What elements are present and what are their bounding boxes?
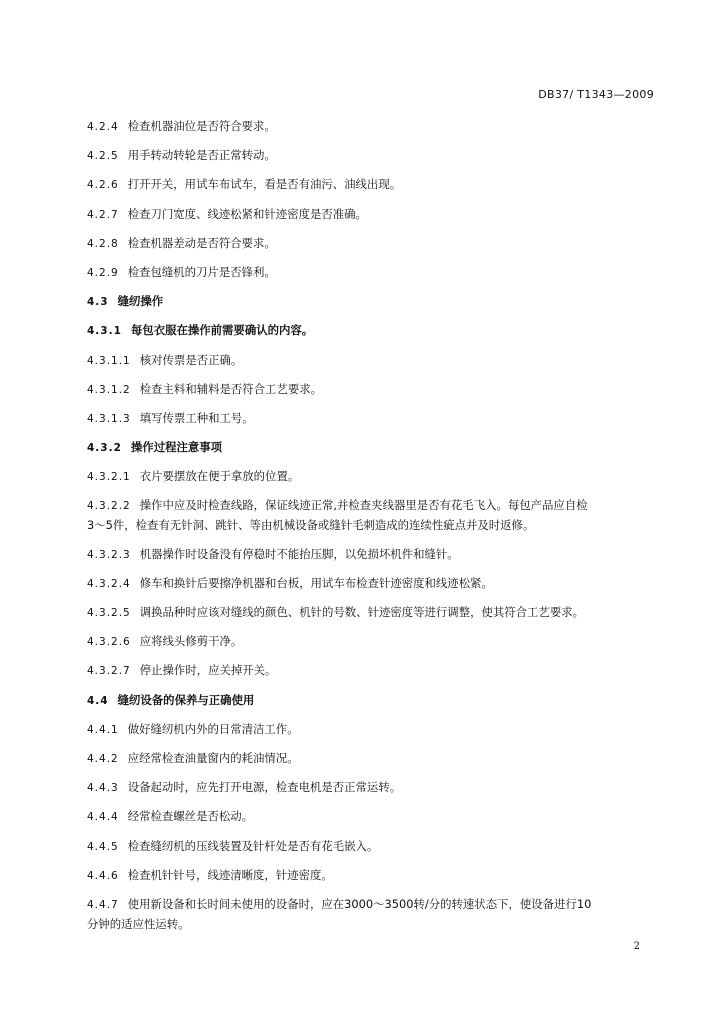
clause-text: 检查包缝机的刀片是否锋利。 <box>127 264 276 279</box>
section-title: 操作过程注意事项 <box>130 440 223 455</box>
section-heading-4-4 <box>87 691 653 711</box>
clause-text: 检查机器油位是否符合要求。 <box>127 119 276 133</box>
clause-text: 停止操作时，应关掉开关。 <box>139 663 277 678</box>
clause-4-3-2-4 <box>87 574 653 594</box>
clause-4-3-2-3 <box>87 545 653 565</box>
clause-number: 4.4.3 <box>87 782 119 795</box>
clause-number: 4.4.2 <box>87 752 119 765</box>
clause-4-3-2-1 <box>87 467 653 487</box>
clause-4-4-2 <box>87 749 653 769</box>
clause-text: 核对传票是否正确。 <box>139 352 243 367</box>
clause-4-3-1-1 <box>87 351 653 371</box>
clause-text: 打开开关，用试车布试车，看是否有油污、油线出现。 <box>127 177 402 192</box>
clause-text: 衣片要摆放在便于拿放的位置。 <box>139 469 300 484</box>
clause-number: 4.3.2.3 <box>87 548 131 561</box>
clause-4-3-2-5 <box>87 603 653 623</box>
clause-number: 4.2.9 <box>87 266 119 279</box>
clause-text: 检查机针针号，线迹清晰度，针迹密度。 <box>127 867 333 882</box>
clause-line-1 <box>87 496 653 516</box>
clause-4-2-8 <box>87 234 653 254</box>
section-heading-4-3 <box>87 292 653 312</box>
clause-4-4-3 <box>87 778 653 798</box>
clause-number: 4.3.2.5 <box>87 607 131 619</box>
clause-text: 修车和换针后要擦净机器和台板，用试车布检查针迹密度和线迹松紧。 <box>139 575 493 590</box>
clause-number: 4.3.1.1 <box>87 354 131 367</box>
clause-number: 4.2.7 <box>87 208 119 221</box>
section-title: 缝纫设备的保养与正确使用 <box>117 692 255 707</box>
clause-text: 应经常检查油量窗内的耗油情况。 <box>127 750 299 765</box>
clause-number: 4.4.4 <box>87 811 119 824</box>
clause-number: 4.3.2.4 <box>87 577 131 590</box>
document-body <box>87 117 653 943</box>
clause-number: 4.4.1 <box>87 723 119 736</box>
clause-line-2: 分钟的适应性运转。 <box>87 916 190 931</box>
clause-text: 使用新设备和长时间未使用的设备时，应在3000～3500转/分的转速状态下，使设备进行10 <box>127 896 592 911</box>
clause-number: 4.2.6 <box>87 179 119 192</box>
clause-text: 检查机器差动是否符合要求。 <box>127 235 276 250</box>
clause-4-3-1-3 <box>87 409 653 429</box>
clause-4-2-7 <box>87 205 653 225</box>
clause-text: 经常检查螺丝是否松动。 <box>127 809 254 824</box>
document-code-header: DB37/ T1343—2009 <box>538 88 654 101</box>
section-number: 4.3.2 <box>87 442 122 455</box>
clause-text: 检查主料和辅料是否符合工艺要求。 <box>139 381 323 396</box>
clause-number: 4.2.5 <box>87 150 119 163</box>
clause-number: 4.4.7 <box>87 898 119 911</box>
clause-number: 4.3.2.1 <box>87 471 131 484</box>
clause-4-4-7 <box>87 895 653 934</box>
clause-4-3-2-2 <box>87 496 653 535</box>
clause-4-2-5 <box>87 146 653 166</box>
section-number: 4.4 <box>87 694 109 707</box>
clause-text: 检查刀门宽度、线迹松紧和针迹密度是否准确。 <box>127 206 367 221</box>
section-title: 每包衣服在操作前需要确认的内容。 <box>130 323 314 338</box>
clause-number: 4.4.6 <box>87 869 119 882</box>
clause-number: 4.3.2.7 <box>87 665 131 678</box>
clause-text: 填写传票工种和工号。 <box>139 410 254 425</box>
section-number: 4.3.1 <box>87 325 122 338</box>
section-heading-4-3-1 <box>87 321 653 341</box>
clause-4-4-6 <box>87 866 653 886</box>
clause-number: 4.3.1.2 <box>87 383 131 396</box>
clause-4-2-4 <box>87 117 653 137</box>
clause-4-4-1 <box>87 720 653 740</box>
clause-number: 4.4.5 <box>87 840 119 853</box>
clause-text: 做好缝纫机内外的日常清洁工作。 <box>127 721 299 736</box>
clause-number: 4.2.8 <box>87 237 119 250</box>
clause-number: 4.3.2.2 <box>87 500 131 513</box>
clause-4-3-2-7 <box>87 661 653 681</box>
clause-4-4-5 <box>87 837 653 857</box>
clause-text: 检查缝纫机的压线装置及针杆处是否有花毛嵌入。 <box>127 838 379 853</box>
clause-text: 机器操作时设备没有停稳时不能抬压脚，以免损坏机件和缝针。 <box>139 546 459 561</box>
clause-4-3-1-2 <box>87 380 653 400</box>
clause-line-1 <box>87 895 653 915</box>
clause-4-2-6 <box>87 175 653 195</box>
clause-4-2-9 <box>87 263 653 283</box>
clause-4-3-2-6 <box>87 632 653 652</box>
clause-number: 4.3.2.6 <box>87 636 131 649</box>
clause-number: 4.3.1.3 <box>87 412 131 425</box>
clause-text: 调换品种时应该对缝线的颜色、机针的号数、针迹密度等进行调整，使其符合工艺要求。 <box>139 605 584 619</box>
clause-text: 应将线头修剪干净。 <box>139 634 243 649</box>
clause-line-2: 3～5件，检查有无针洞、跳针、等由机械设备或缝针毛刺造成的连续性疵点并及时返修。 <box>87 518 535 533</box>
section-heading-4-3-2 <box>87 438 653 458</box>
page-number: 2 <box>633 941 640 952</box>
clause-text: 用手转动转轮是否正常转动。 <box>127 148 276 163</box>
clause-text: 操作中应及时检查线路，保证线迹正常,并检查夹线器里是否有花毛飞入。每包产品应自检 <box>139 498 588 513</box>
section-title: 缝纫操作 <box>117 294 164 309</box>
clause-text: 设备起动时，应先打开电源，检查电机是否正常运转。 <box>127 780 402 795</box>
clause-4-4-4 <box>87 807 653 827</box>
clause-number: 4.2.4 <box>87 121 119 133</box>
section-number: 4.3 <box>87 296 109 309</box>
